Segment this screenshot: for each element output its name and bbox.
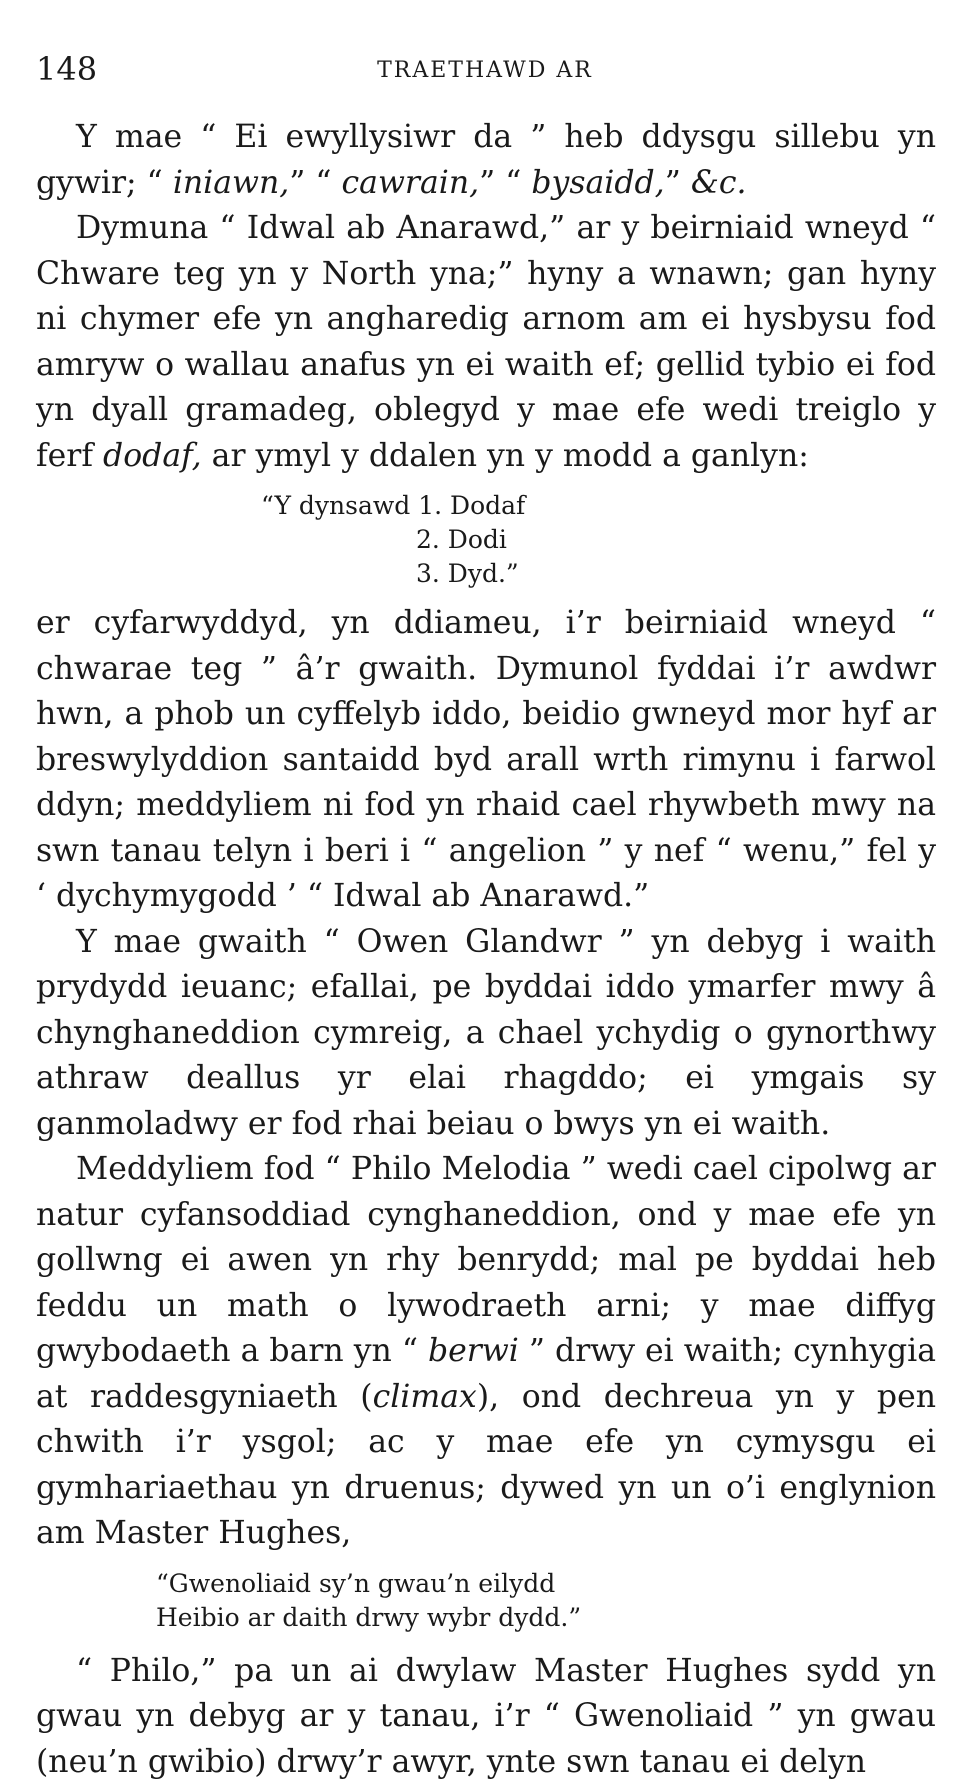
running-head: TRAETHAWD AR: [36, 58, 934, 83]
verse-englyn: [36, 1567, 936, 1635]
page-header: [36, 50, 934, 90]
text-segment: “ Philo,” pa un ai dwylaw Master Hughes sydd yn gwau yn debyg ar y tanau, i’r “ Gwenoliaid ” yn gwau (neu’n gwibio) drwy’r awyr, ynte swn tanau ei delyn: [36, 1653, 936, 1780]
text-segment: ”: [665, 165, 691, 201]
italic-text: iniawn,: [173, 165, 289, 201]
paragraph-2: [36, 206, 936, 479]
text-segment: ” drwy ei waith; cynhygia at raddesgyniaeth (: [36, 1333, 936, 1415]
text-segment: Dymuna “ Idwal ab Anarawd,” ar y beirniaid wneyd “ Chware teg yn y North yna;” hyny a wnawn; gan hyny ni chymer efe yn angharedig arnom am ei hysbysu fod amryw o wallau anafus yn ei waith ef; gellid tybio ei fod yn dyall gramadeg, oblegyd y mae efe wedi treiglo y ferf: [36, 210, 936, 474]
paragraph-1: [36, 115, 936, 206]
text-segment: Y mae “ Ei ewyllysiwr da ” heb ddysgu sillebu yn gywir; “: [36, 119, 936, 201]
italic-text: dodaf,: [103, 438, 202, 474]
verse-conjugation: [36, 489, 936, 591]
paragraph-6: [36, 1649, 936, 1785]
italic-text: climax: [373, 1379, 477, 1415]
body-text: [36, 115, 936, 1785]
paragraph-5: [36, 1147, 936, 1557]
text-segment: er cyfarwyddyd, yn ddiameu, i’r beirniaid wneyd “ chwarae teg ” â’r gwaith. Dymunol fyddai i’r awdwr hwn, a phob un cyffelyb iddo, beidio gwneyd mor hyf ar breswylyddion santaidd byd arall wrth rimynu i farwol ddyn; meddyliem ni fod yn rhaid cael rhywbeth mwy na swn tanau telyn i beri i “ angelion ” y nef “ wenu,” fel y ‘ dychymygodd ’ “ Idwal ab Anarawd.”: [36, 605, 936, 914]
italic-text: berwi: [428, 1333, 519, 1369]
verse-line: 3. Dyd.”: [261, 557, 936, 591]
text-segment: Y mae gwaith “ Owen Glandwr ” yn debyg i waith prydydd ieuanc; efallai, pe byddai iddo ymarfer mwy â chynghaneddion cymreig, a chael ychydig o gynorthwy athraw deallus yr elai rhagddo; ei ymgais sy ganmoladwy er fod rhai beiau o bwys yn ei waith.: [36, 924, 936, 1142]
text-segment: ” “: [479, 165, 531, 201]
text-segment: ” “: [289, 165, 341, 201]
verse-line: “Gwenoliaid sy’n gwau’n eilydd: [156, 1567, 936, 1601]
text-segment: ar ymyl y ddalen yn y modd a ganlyn:: [202, 438, 809, 474]
italic-text: &c.: [691, 165, 747, 201]
page-number: 148: [36, 50, 97, 88]
italic-text: cawrain,: [342, 165, 480, 201]
paragraph-4: [36, 920, 936, 1148]
verse-line: Heibio ar daith drwy wybr dydd.”: [156, 1601, 936, 1635]
verse-line: 2. Dodi: [261, 523, 936, 557]
italic-text: bysaidd,: [531, 165, 664, 201]
paragraph-3: [36, 601, 936, 920]
text-segment: Meddyliem fod “ Philo Melodia ” wedi cael cipolwg ar natur cyfansoddiad cynghaneddion, ond y mae efe yn gollwng ei awen yn rhy benrydd; mal pe byddai heb feddu un math o lywodraeth arni; y mae diffyg gwybodaeth a barn yn “: [36, 1151, 936, 1369]
verse-line: “Y dynsawd 1. Dodaf: [261, 489, 936, 523]
text-segment: ), ond dechreua yn y pen chwith i’r ysgol; ac y mae efe yn cymysgu ei gymhariaethau yn druenus; dywed yn un o’i englynion am Master Hughes,: [36, 1379, 936, 1552]
